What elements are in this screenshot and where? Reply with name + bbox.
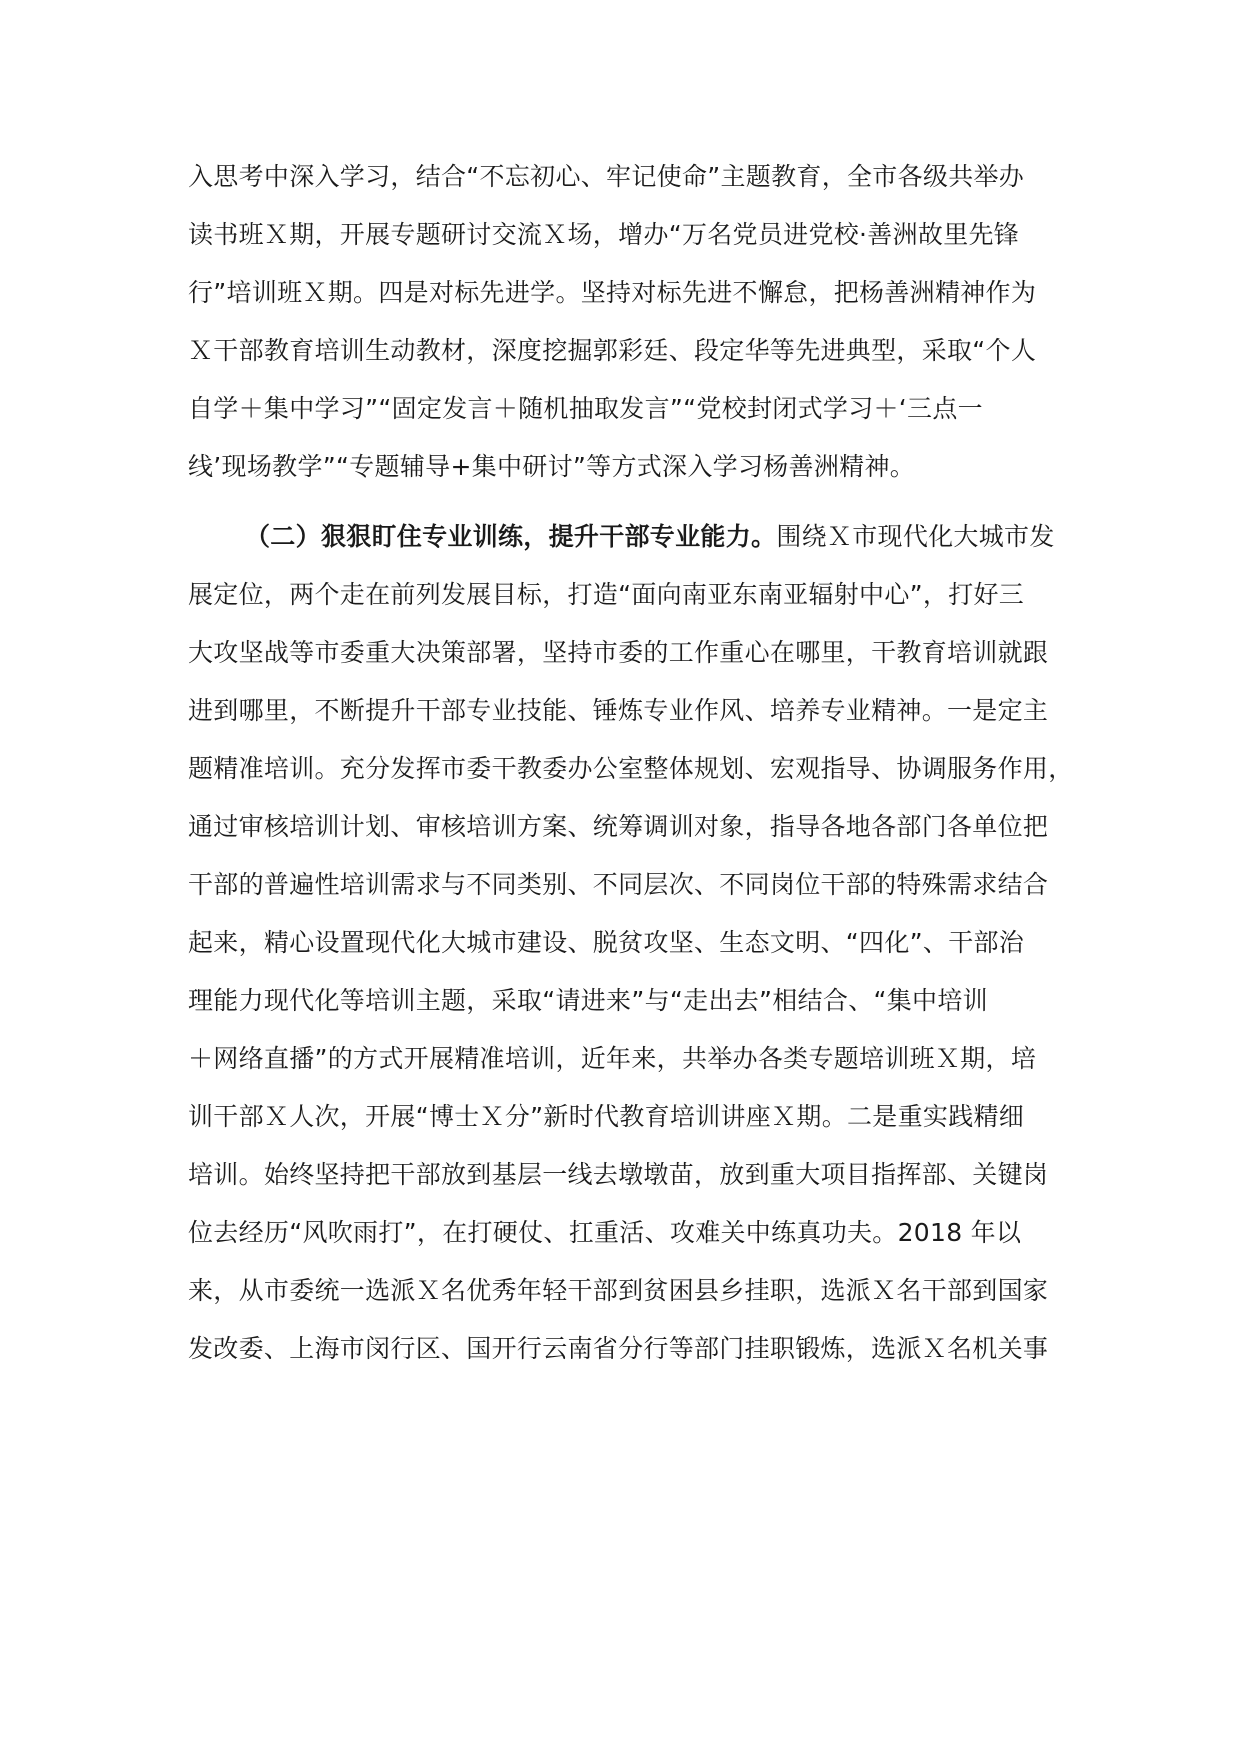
text-line: 干部的普遍性培训需求与不同类别、不同层次、不同岗位干部的特殊需求结合 — [188, 870, 1049, 899]
text-line: 来，从市委统一选派Ｘ名优秀年轻干部到贫困县乡挂职，选派Ｘ名干部到国家 — [188, 1276, 1049, 1305]
section-heading-rest: 围绕Ｘ市现代化大城市发 — [776, 522, 1055, 551]
text-line: 展定位，两个走在前列发展目标，打造“面向南亚东南亚辐射中心”，打好三 — [188, 580, 1025, 609]
text-line: 发改委、上海市闵行区、国开行云南省分行等部门挂职锻炼，选派Ｘ名机关事 — [188, 1334, 1049, 1363]
text-line: 位去经历“风吹雨打”，在打硬仗、扛重活、攻难关中练真功夫。2018 年以 — [188, 1218, 1022, 1247]
section-heading: （二）狠狠盯住专业训练，提升干部专业能力。 — [245, 522, 777, 551]
text-line: 题精准培训。充分发挥市委干教委办公室整体规划、宏观指导、协调服务作用， — [188, 754, 1074, 783]
text-line: ＋网络直播”的方式开展精准培训，近年来，共举办各类专题培训班Ｘ期，培 — [188, 1044, 1037, 1073]
text-line: 自学＋集中学习”“固定发言＋随机抽取发言”“党校封闭式学习＋‘三点一 — [188, 394, 983, 423]
text-line: 线’现场教学”“专题辅导+集中研讨”等方式深入学习杨善洲精神。 — [188, 452, 916, 481]
text-line: 读书班Ｘ期，开展专题研讨交流Ｘ场，增办“万名党员进党校·善洲故里先锋 — [188, 220, 1020, 249]
text-line: 训干部Ｘ人次，开展“博士Ｘ分”新时代教育培训讲座Ｘ期。二是重实践精细 — [188, 1102, 1025, 1131]
text-line: 培训。始终坚持把干部放到基层一线去墩墩苗，放到重大项目指挥部、关键岗 — [188, 1160, 1049, 1189]
text-line: 进到哪里，不断提升干部专业技能、锤炼专业作风、培养专业精神。一是定主 — [188, 696, 1049, 725]
section-first-line — [245, 520, 1145, 554]
text-line: 起来，精心设置现代化大城市建设、脱贫攻坚、生态文明、“四化”、干部治 — [188, 928, 1025, 957]
text-line: 大攻坚战等市委重大决策部署，坚持市委的工作重心在哪里，干教育培训就跟 — [188, 638, 1049, 667]
text-line: Ｘ干部教育培训生动教材，深度挖掘郭彩廷、段定华等先进典型，采取“个人 — [188, 336, 1037, 365]
text-line: 行”培训班Ｘ期。四是对标先进学。坚持对标先进不懈怠，把杨善洲精神作为 — [188, 278, 1037, 307]
text-line: 入思考中深入学习，结合“不忘初心、牢记使命”主题教育，全市各级共举办 — [188, 162, 1025, 191]
text-line: 通过审核培训计划、审核培训方案、统筹调训对象，指导各地各部门各单位把 — [188, 812, 1049, 841]
text-line: 理能力现代化等培训主题，采取“请进来”与“走出去”相结合、“集中培训 — [188, 986, 988, 1015]
